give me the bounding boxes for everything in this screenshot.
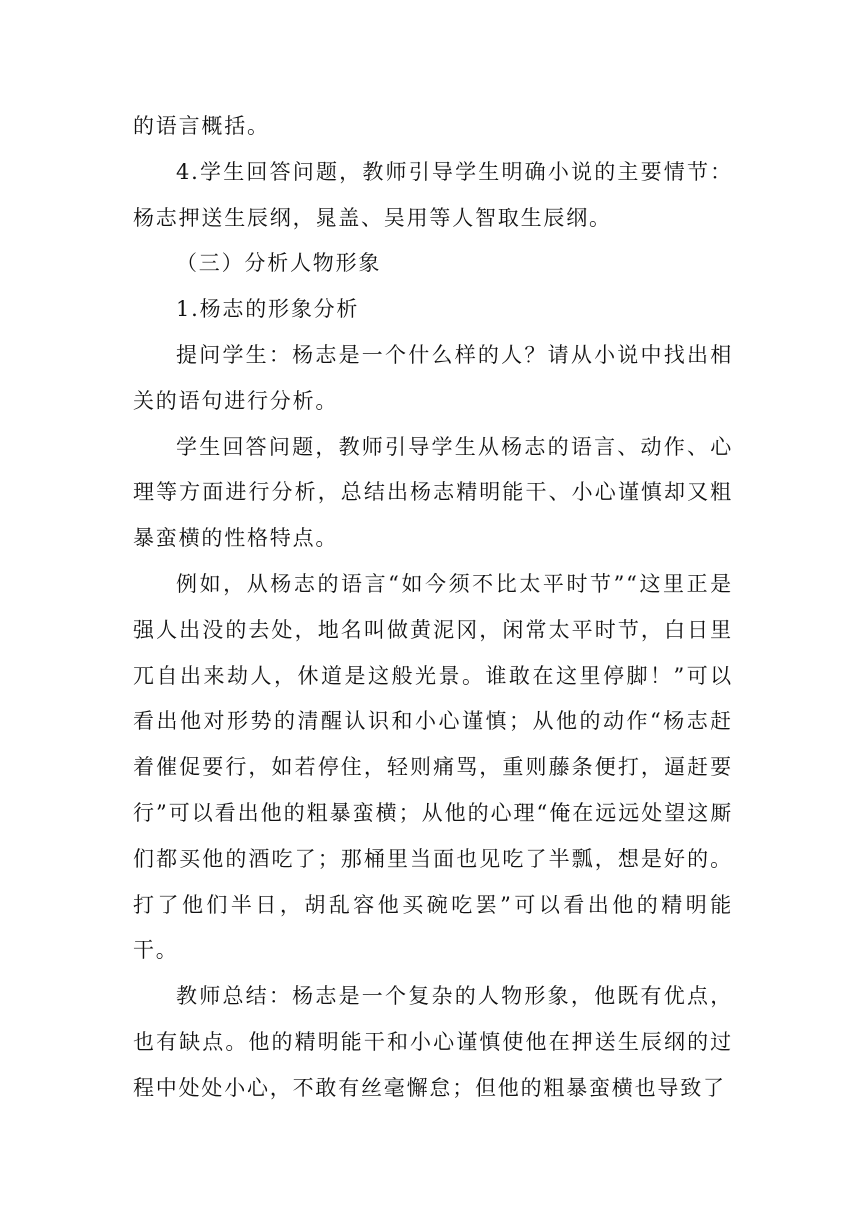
paragraph-step-4: 4.学生回答问题，教师引导学生明确小说的主要情节：杨志押送生辰纲，晁盖、吴用等人智取生辰纲。 <box>133 159 733 230</box>
section-heading-character-analysis: （三）分析人物形象 <box>176 251 382 276</box>
paragraph-question: 提问学生：杨志是一个什么样的人？请从小说中找出相关的语句进行分析。 <box>133 342 733 413</box>
paragraph-continuation: 的语言概括。 <box>133 114 270 138</box>
document-body <box>133 104 733 1112</box>
paragraph-teacher-summary: 教师总结：杨志是一个复杂的人物形象，他既有优点，也有缺点。他的精明能干和小心谨慎使他在押送生辰纲的过程中处处小心，不敢有丝毫懈怠；但他的粗暴蛮横也导致了 <box>133 984 733 1100</box>
paragraph-examples: 例如，从杨志的语言“如今须不比太平时节”“这里正是强人出没的去处，地名叫做黄泥冈，闲常太平时节，白日里兀自出来劫人，休道是这般光景。谁敢在这里停脚！”可以看出他对形势的清醒认识和小心谨慎；从他的动作“杨志赶着催促要行，如若停住，轻则痛骂，重则藤条便打，逼赶要行”可以看出他的粗暴蛮横；从他的心理“俺在远远处望这厮们都买他的酒吃了；那桶里当面也见吃了半瓢，想是好的。打了他们半日，胡乱容他买碗吃罢”可以看出他的精明能干。 <box>133 571 733 963</box>
paragraph-student-answer: 学生回答问题，教师引导学生从杨志的语言、动作、心理等方面进行分析，总结出杨志精明能干、小心谨慎却又粗暴蛮横的性格特点。 <box>133 434 733 551</box>
subsection-heading-yang-zhi: 1.杨志的形象分析 <box>176 297 360 322</box>
